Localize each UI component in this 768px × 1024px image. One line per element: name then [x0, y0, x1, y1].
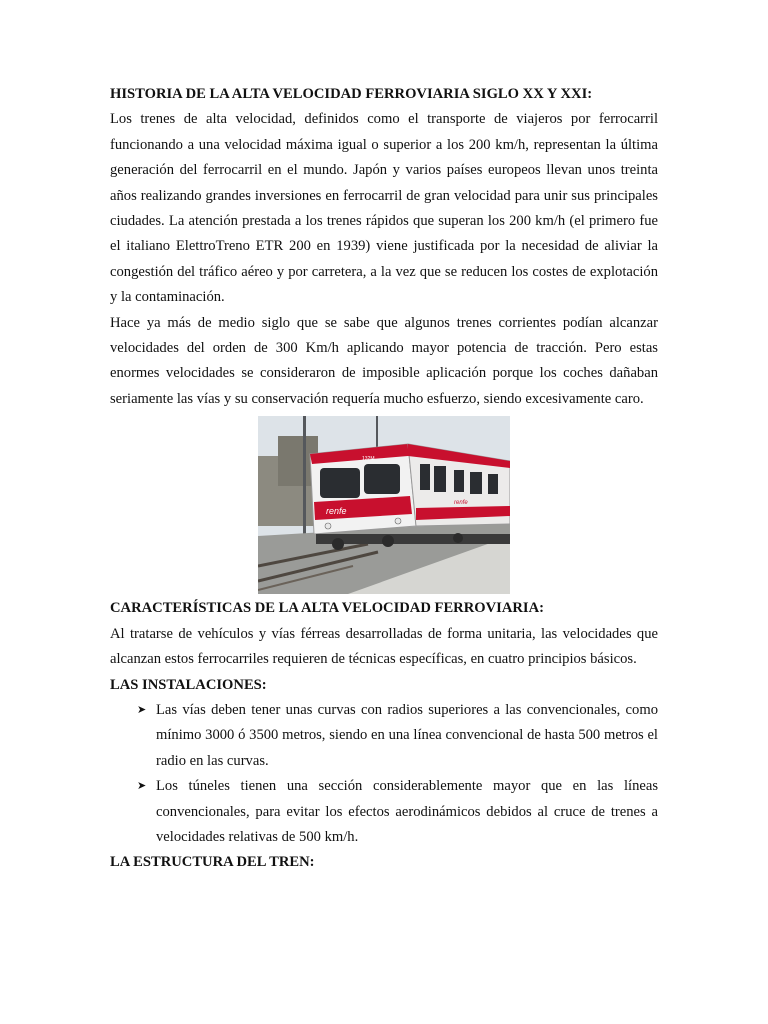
list-item	[110, 698, 658, 774]
section-train-structure-title: LA ESTRUCTURA DEL TREN:	[110, 854, 315, 871]
paragraph-speeds: Hace ya más de medio siglo que se sabe que algunos trenes corrientes podían alcanzar velocidades del orden de 300 Km/h aplicando mayor potencia de tracción. Pero estas enormes velocidades se consideraron de imposible aplicación porque los coches dañaban seriamente las vías y su conservación requería mucho esfuerzo, siendo excesivamente caro.	[110, 314, 658, 407]
list-item	[110, 774, 658, 850]
document-title: HISTORIA DE LA ALTA VELOCIDAD FERROVIARIA SIGLO XX Y XXI:	[110, 86, 593, 102]
train-undercarriage	[316, 534, 510, 544]
arrowhead-bullet-icon: ➤	[137, 703, 147, 716]
train-window-left	[320, 468, 360, 498]
train-window-right	[364, 464, 400, 494]
section-installations-title: LAS INSTALACIONES:	[110, 676, 267, 693]
photo-pole	[303, 416, 306, 536]
document-page	[110, 82, 658, 876]
section-characteristics-title: CARACTERÍSTICAS DE LA ALTA VELOCIDAD FERROVIARIA:	[110, 600, 544, 617]
photo-container	[110, 416, 658, 594]
train-photo	[258, 416, 510, 594]
train-side-label: renfe	[454, 500, 468, 507]
train-brand-label: renfe	[326, 506, 347, 517]
paragraph-history: Los trenes de alta velocidad, definidos como el transporte de viajeros por ferrocarril funcionando a una velocidad máxima igual o superior a los 200 km/h, representan la última generación del ferrocarril en el mundo. Japón y varios países europeos llevan unos treinta años realizando grandes inversiones en ferrocarril de gran velocidad para unir sus principales ciudades. La atención prestada a los trenes rápidos que superan los 200 km/h (el primero fue el italiano ElettroTreno ETR 200 en 1939) viene justificada por la necesidad de aliviar la congestión del tráfico aéreo y por carretera, a la vez que se reducen los costes de explotación y la contaminación.	[110, 111, 658, 306]
paragraph-characteristics: Al tratarse de vehículos y vías férreas desarrolladas de forma unitaria, las velocidades que alcanzan estos ferrocarriles requieren de técnicas específicas, en cuatro principios básicos.	[110, 625, 658, 668]
list-item-text: Las vías deben tener unas curvas con radios superiores a las convencionales, como mínimo 3000 ó 3500 metros, siendo en una línea convencional de hasta 500 metros el radio en las curvas.	[156, 701, 658, 769]
installations-list	[110, 698, 658, 850]
train-unit-number: 132M	[362, 456, 375, 463]
list-item-text: Los túneles tienen una sección considerablemente mayor que en las líneas convencionales, para evitar los efectos aerodinámicos debidos al cruce de trenes a velocidades relativas de 500 km/h.	[156, 778, 658, 845]
arrowhead-bullet-icon: ➤	[137, 780, 147, 793]
